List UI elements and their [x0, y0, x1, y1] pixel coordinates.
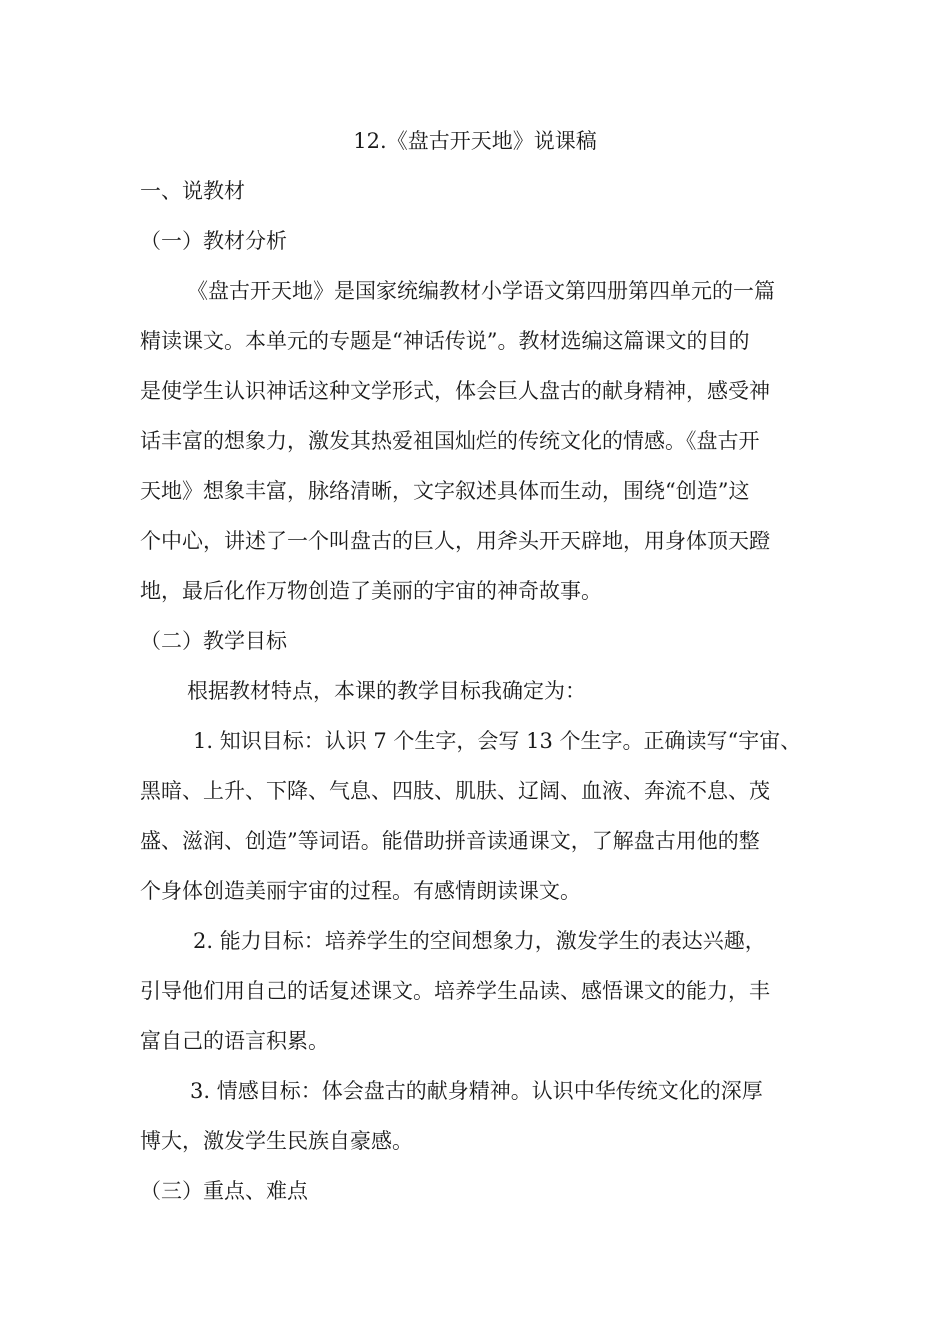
subsection-heading-1: （一）教材分析: [140, 229, 287, 253]
goal-line: 富自己的语言积累。: [140, 1029, 329, 1053]
goal-line: 博大，激发学生民族自豪感。: [140, 1129, 413, 1153]
section-heading-1: 一、说教材: [140, 179, 245, 203]
paragraph-line: 地，最后化作万物创造了美丽的宇宙的神奇故事。: [140, 579, 602, 603]
paragraph-line: 是使学生认识神话这种文学形式，体会巨人盘古的献身精神，感受神: [140, 379, 770, 403]
goal-line: 1. 知识目标：认识 7 个生字，会写 13 个生字。正确读写“宇宙、: [193, 729, 802, 753]
subsection-heading-3: （三）重点、难点: [140, 1179, 308, 1203]
paragraph-line: 个中心，讲述了一个叫盘古的巨人，用斧头开天辟地，用身体顶天蹬: [140, 529, 770, 553]
paragraph-line: 《盘古开天地》是国家统编教材小学语文第四册第四单元的一篇: [187, 279, 775, 303]
goal-line: 盛、滋润、创造”等词语。能借助拼音读通课文，了解盘古用他的整: [140, 829, 760, 853]
goal-line: 黑暗、上升、下降、气息、四肢、肌肤、辽阔、血液、奔流不息、茂: [140, 779, 770, 803]
goal-line: 2. 能力目标：培养学生的空间想象力，激发学生的表达兴趣，: [193, 929, 766, 953]
goal-line: 个身体创造美丽宇宙的过程。有感情朗读课文。: [140, 879, 581, 903]
goal-line: 3. 情感目标：体会盘古的献身精神。认识中华传统文化的深厚: [190, 1079, 763, 1103]
paragraph-line: 天地》想象丰富，脉络清晰，文字叙述具体而生动，围绕“创造”这: [140, 479, 750, 503]
goal-line: 引导他们用自己的话复述课文。培养学生品读、感悟课文的能力，丰: [140, 979, 770, 1003]
paragraph-line: 精读课文。本单元的专题是“神话传说”。教材选编这篇课文的目的: [140, 329, 750, 353]
document-title: 12.《盘古开天地》说课稿: [353, 129, 597, 153]
paragraph-line: 话丰富的想象力，激发其热爱祖国灿烂的传统文化的情感。《盘古开: [140, 429, 760, 453]
subsection-heading-2: （二）教学目标: [140, 629, 287, 653]
paragraph-line: 根据教材特点，本课的教学目标我确定为：: [187, 679, 586, 703]
